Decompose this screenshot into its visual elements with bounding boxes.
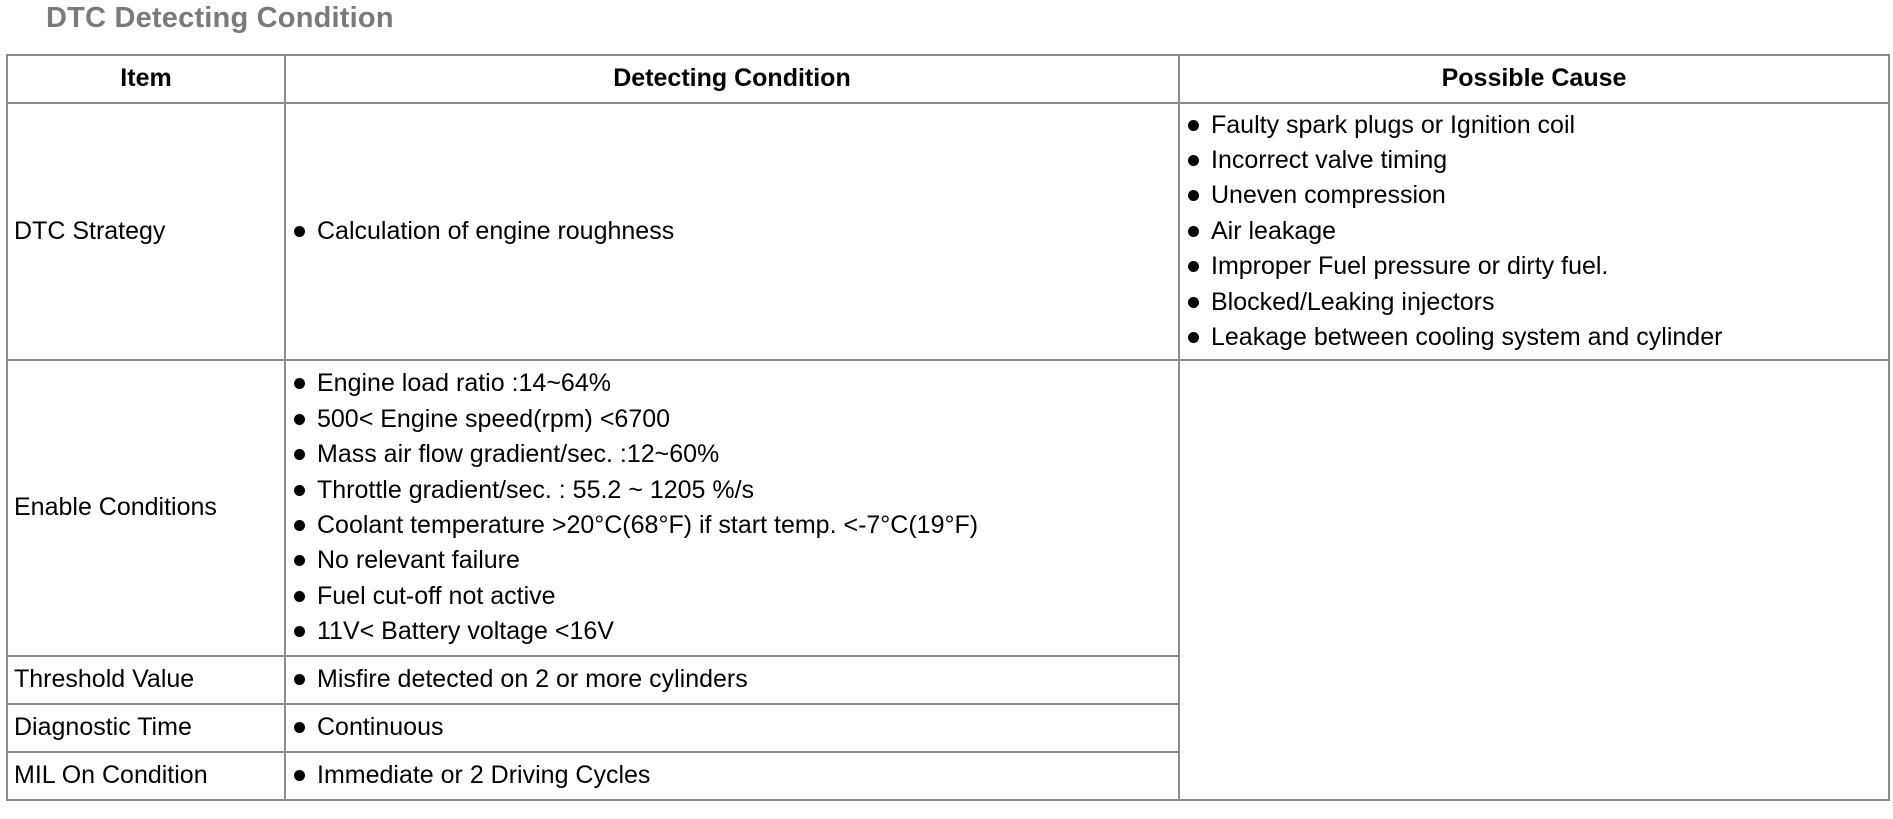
item-dtc-strategy: DTC Strategy [7, 103, 285, 360]
item-mil-on-condition: MIL On Condition [7, 752, 285, 800]
item-enable-conditions: Enable Conditions [7, 360, 285, 656]
table-header-row [7, 55, 1889, 103]
list-item: Calculation of engine roughness [292, 214, 1178, 249]
list-item: Uneven compression [1186, 178, 1888, 213]
condition-list [292, 710, 1178, 745]
condition-dtc-strategy [285, 103, 1179, 360]
list-item: Misfire detected on 2 or more cylinders [292, 662, 1178, 697]
list-item: Air leakage [1186, 214, 1888, 249]
condition-enable-conditions [285, 360, 1179, 656]
list-item: Coolant temperature >20°C(68°F) if start temp. <-7°C(19°F) [292, 508, 1178, 543]
list-item: 500< Engine speed(rpm) <6700 [292, 402, 1178, 437]
list-item: Improper Fuel pressure or dirty fuel. [1186, 249, 1888, 284]
condition-list [292, 662, 1178, 697]
list-item: 11V< Battery voltage <16V [292, 614, 1178, 649]
possible-cause-cell [1179, 103, 1889, 360]
condition-list [292, 214, 1178, 249]
list-item: Engine load ratio :14~64% [292, 366, 1178, 401]
condition-mil-on-condition [285, 752, 1179, 800]
condition-list [292, 366, 1178, 649]
list-item: Fuel cut-off not active [292, 579, 1178, 614]
item-threshold-value: Threshold Value [7, 656, 285, 704]
list-item: Faulty spark plugs or Ignition coil [1186, 108, 1888, 143]
condition-diagnostic-time [285, 704, 1179, 752]
list-item: Leakage between cooling system and cylinder [1186, 320, 1888, 355]
possible-cause-empty-cell [1179, 360, 1889, 800]
list-item: No relevant failure [292, 543, 1178, 578]
dtc-table [6, 54, 1890, 801]
list-item: Mass air flow gradient/sec. :12~60% [292, 437, 1178, 472]
list-item: Blocked/Leaking injectors [1186, 285, 1888, 320]
table-row-dtc-strategy [7, 103, 1889, 360]
header-item: Item [7, 55, 285, 103]
table-row-enable-conditions [7, 360, 1889, 656]
condition-threshold-value [285, 656, 1179, 704]
header-possible-cause: Possible Cause [1179, 55, 1889, 103]
list-item: Immediate or 2 Driving Cycles [292, 758, 1178, 793]
possible-cause-list [1186, 108, 1888, 356]
item-diagnostic-time: Diagnostic Time [7, 704, 285, 752]
condition-list [292, 758, 1178, 793]
header-detecting-condition: Detecting Condition [285, 55, 1179, 103]
list-item: Throttle gradient/sec. : 55.2 ~ 1205 %/s [292, 473, 1178, 508]
list-item: Incorrect valve timing [1186, 143, 1888, 178]
list-item: Continuous [292, 710, 1178, 745]
page-title: DTC Detecting Condition [46, 2, 394, 34]
